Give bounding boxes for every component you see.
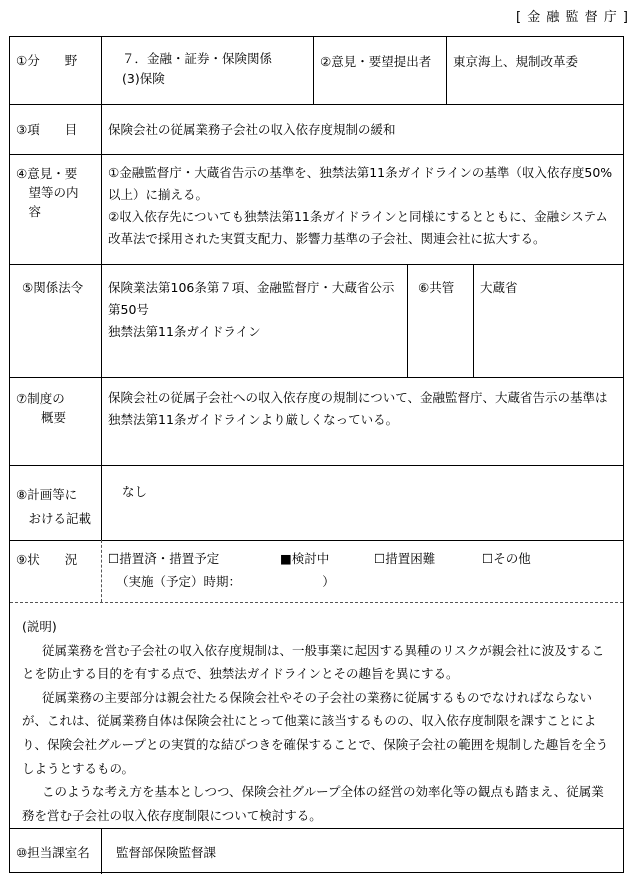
status-option-difficult[interactable]: ☐措置困難 bbox=[374, 551, 436, 566]
joint-value: 大蔵省 bbox=[480, 280, 518, 295]
explanation-paragraph: 従属業務の主要部分は親会社たる保険会社やその子会社の業務に従属するものでなければならないが、これは、従属業務自体は保険会社にとって他業に該当するものの、収入依存度制限を課すことにより、保険会社グループとの実質的な結びつきを確保することで、保険子会社の範囲を規制した趣旨を全うしようとするもの。 bbox=[22, 689, 609, 776]
status-divider bbox=[10, 602, 623, 603]
status-options bbox=[108, 549, 531, 569]
submitter-label: ②意見・要望提出者 bbox=[320, 54, 432, 69]
status-option-implemented[interactable]: ☐措置済・措置予定 bbox=[108, 551, 220, 566]
agency-header: [ 金 融 監 督 庁 ] bbox=[516, 10, 629, 25]
system-value: 保険会社の従属子会社への収入依存度の規制について、金融監督庁、大蔵省告示の基準は独禁法第11条ガイドラインより厳しくなっている。 bbox=[108, 390, 608, 427]
plan-value: なし bbox=[122, 484, 148, 499]
plan-label: ⑧計画等に おける記載 bbox=[16, 487, 92, 526]
column-divider bbox=[407, 264, 408, 377]
explanation-block bbox=[22, 615, 611, 827]
office-value: 監督部保険監督課 bbox=[116, 845, 217, 860]
office-label: ⑩担当課室名 bbox=[16, 845, 90, 860]
laws-label: ⑤関係法令 bbox=[22, 280, 84, 295]
explanation-paragraph: 従属業務を営む子会社の収入依存度規制は、一般事業に起因する異種のリスクが親会社に波及することを防止する目的を有する点で、独禁法ガイドラインとその趣旨を異にする。 bbox=[22, 642, 605, 682]
explanation-paragraph: このような考え方を基本としつつ、保険会社グループ全体の経営の効率化等の観点も踏まえ、従属業務を営む子会社の収入依存度制限について検討する。 bbox=[22, 784, 604, 823]
request-value: ①金融監督庁・大蔵省告示の基準を、独禁法第11条ガイドラインの基準（収入依存度50%以上）に揃える。 ②収入依存先についても独禁法第11条ガイドラインと同様にするとともに、金融システム改革法で採用された実質支配力、影響力基準の子会社、関連会社に拡大する。 bbox=[108, 165, 613, 246]
column-divider bbox=[313, 37, 314, 104]
schedule-line: （実施（予定）時期： ） bbox=[116, 574, 335, 589]
item-value: 保険会社の従属業務子会社の収入依存度規制の緩和 bbox=[108, 122, 396, 137]
joint-label: ⑥共管 bbox=[418, 280, 455, 295]
request-label: ④意見・要 望等の内 容 bbox=[16, 166, 79, 219]
label-column-divider bbox=[101, 540, 102, 602]
status-label: ⑨状 況 bbox=[16, 552, 78, 567]
laws-value: 保険業法第106条第７項、金融監督庁・大蔵省公示第50号 独禁法第11条ガイドライン bbox=[108, 280, 395, 339]
explanation-heading: (説明) bbox=[22, 619, 57, 634]
column-divider bbox=[473, 264, 474, 377]
field-label: ①分 野 bbox=[16, 53, 78, 68]
field-value: ７．金融・証券・保険関係 (3)保険 bbox=[122, 51, 273, 86]
item-label: ③項 目 bbox=[16, 122, 78, 137]
submitter-value: 東京海上、規制改革委 bbox=[453, 54, 579, 69]
label-column-divider bbox=[101, 828, 102, 874]
system-label: ⑦制度の 概要 bbox=[16, 391, 67, 425]
label-column-divider bbox=[101, 37, 102, 540]
status-option-under-review[interactable]: ■検討中 bbox=[280, 551, 330, 566]
status-option-other[interactable]: ☐その他 bbox=[482, 551, 531, 566]
request-form-table bbox=[9, 36, 624, 873]
column-divider bbox=[446, 37, 447, 104]
